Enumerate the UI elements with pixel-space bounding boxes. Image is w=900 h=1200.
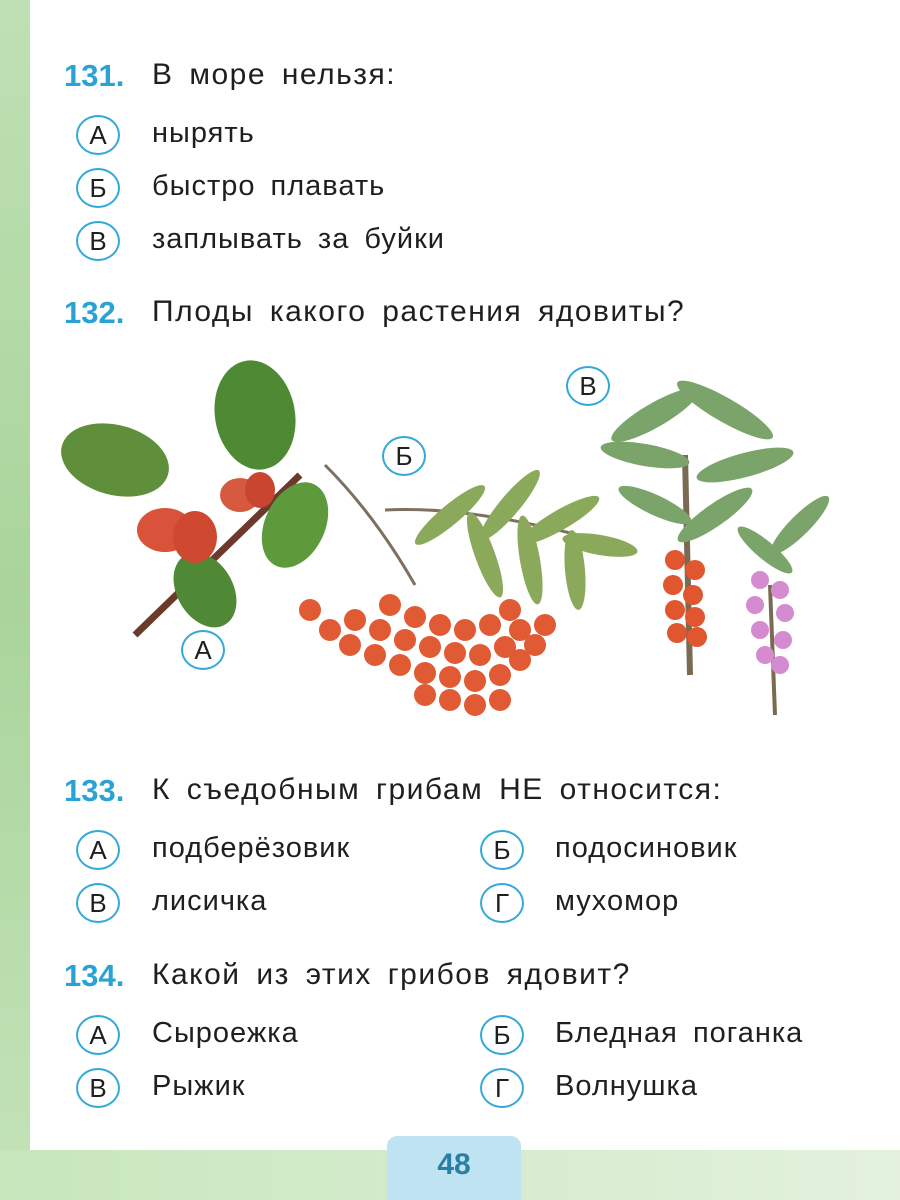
option-v-text: лисичка bbox=[152, 885, 268, 917]
option-b-circle[interactable]: Б bbox=[480, 830, 524, 870]
page-number: 48 bbox=[387, 1136, 521, 1200]
option-a-text: нырять bbox=[152, 117, 255, 149]
plants-illustration bbox=[55, 355, 855, 735]
option-g-circle[interactable]: Г bbox=[480, 1068, 524, 1108]
question-text: В море нельзя: bbox=[152, 58, 397, 91]
option-g-circle[interactable]: Г bbox=[480, 883, 524, 923]
option-b-circle[interactable]: Б bbox=[76, 168, 120, 208]
rosehip-plant-image bbox=[55, 355, 341, 639]
option-b-circle[interactable]: Б bbox=[480, 1015, 524, 1055]
option-b-text: Бледная поганка bbox=[555, 1017, 804, 1049]
plant-label-v[interactable]: В bbox=[566, 366, 610, 406]
question-text: Какой из этих грибов ядовит? bbox=[152, 958, 631, 991]
option-v-circle[interactable]: В bbox=[76, 1068, 120, 1108]
option-g-text: Волнушка bbox=[555, 1070, 698, 1102]
option-v-text: Рыжик bbox=[152, 1070, 246, 1102]
option-g-text: мухомор bbox=[555, 885, 680, 917]
question-text: Плоды какого растения ядовиты? bbox=[152, 295, 686, 328]
option-v-circle[interactable]: В bbox=[76, 883, 120, 923]
option-a-circle[interactable]: А bbox=[76, 115, 120, 155]
question-number: 131. bbox=[64, 58, 125, 93]
daphne-plant-image bbox=[599, 372, 836, 715]
option-a-text: подберёзовик bbox=[152, 832, 351, 864]
plant-label-b[interactable]: Б bbox=[382, 436, 426, 476]
option-b-text: подосиновик bbox=[555, 832, 738, 864]
plant-label-a[interactable]: А bbox=[181, 630, 225, 670]
question-text: К съедобным грибам НЕ относится: bbox=[152, 773, 723, 806]
question-number: 133. bbox=[64, 773, 125, 808]
option-v-text: заплывать за буйки bbox=[152, 223, 445, 255]
option-a-text: Сыроежка bbox=[152, 1017, 299, 1049]
rowan-plant-image bbox=[299, 464, 639, 716]
question-number: 132. bbox=[64, 295, 125, 330]
question-number: 134. bbox=[64, 958, 125, 993]
option-a-circle[interactable]: А bbox=[76, 1015, 120, 1055]
option-v-circle[interactable]: В bbox=[76, 221, 120, 261]
option-b-text: быстро плавать bbox=[152, 170, 386, 202]
option-a-circle[interactable]: А bbox=[76, 830, 120, 870]
left-green-margin bbox=[0, 0, 30, 1200]
